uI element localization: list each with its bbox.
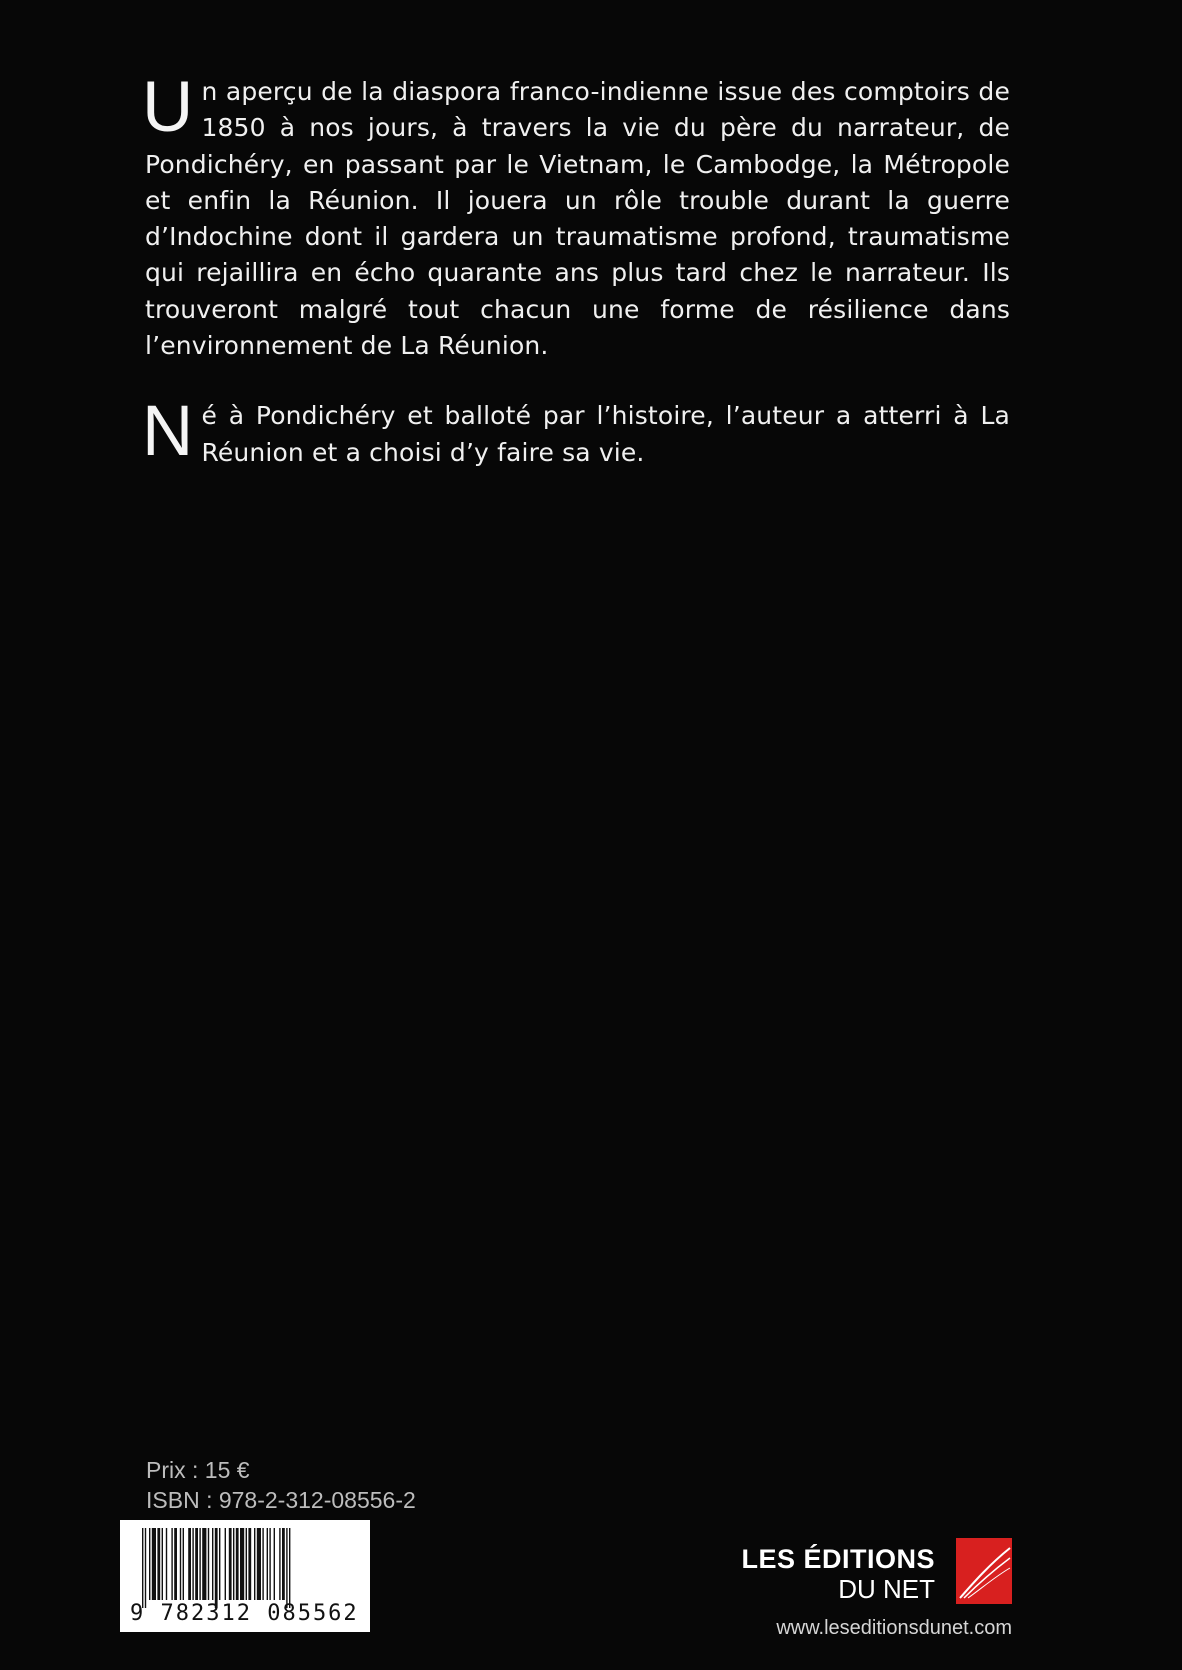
publisher-subname: DU NET (838, 1574, 935, 1604)
summary-text: n aperçu de la diaspora franco-indienne issue des comptoirs de 1850 à nos jours, à travers la vie du père du narrateur, de Pondichéry, en passant par le Vietnam, le Cambodge, la Métropole et enfin la Réunion. Il jouera un rôle trouble durant la guerre d’Indochine dont il gardera un traumatisme profond, traumatisme qui rejaillira en écho quarante ans plus tard chez le narrateur. Ils trouveront malgré tout chacun une forme de résilience dans l’environnement de La Réunion. (145, 77, 1010, 361)
drop-cap-n: N (142, 392, 194, 472)
price: Prix : 15 € (146, 1457, 250, 1483)
isbn: ISBN : 978-2-312-08556-2 (146, 1487, 416, 1513)
summary-paragraph (142, 68, 1010, 364)
barcode-bar (257, 1528, 261, 1600)
barcode-bar (208, 1528, 209, 1600)
barcode-bar (229, 1528, 232, 1600)
barcode-bar (188, 1528, 191, 1600)
barcode-bar (279, 1528, 280, 1600)
barcode-bar (282, 1528, 285, 1600)
drop-cap-u: U (142, 68, 194, 147)
barcode-bar (202, 1528, 206, 1600)
barcode-bar (225, 1528, 226, 1600)
barcode-bar (183, 1528, 184, 1600)
author-text: é à Pondichéry et balloté par l’histoire, l’auteur a atterri à La Réunion et a choisi d’y faire sa vie. (201, 401, 1010, 467)
barcode-bar (145, 1528, 146, 1608)
publisher-name: LES ÉDITIONS (741, 1544, 935, 1574)
barcode-bar (192, 1528, 193, 1600)
author-paragraph (142, 392, 1010, 472)
barcode-bar (212, 1528, 213, 1600)
barcode-bar (274, 1528, 275, 1600)
barcode-bar (157, 1528, 160, 1600)
barcode-bar (236, 1528, 239, 1600)
quill-logo-icon (956, 1538, 1012, 1604)
barcode-bar (267, 1528, 268, 1600)
barcode-bar (248, 1528, 251, 1600)
barcode-bar (195, 1528, 198, 1600)
book-meta (146, 1455, 416, 1515)
publisher-url[interactable]: www.leseditionsdunet.com (776, 1617, 1012, 1639)
barcode-bar (262, 1528, 263, 1600)
publisher-block (700, 1536, 1012, 1646)
barcode-bar (142, 1528, 143, 1608)
barcode-bar (199, 1528, 200, 1600)
barcode-bar (215, 1528, 218, 1608)
blurb (142, 68, 1010, 505)
barcode-bar (269, 1528, 270, 1600)
barcode-digits: 9 782312 085562 (130, 1601, 359, 1626)
barcode-bar (149, 1528, 150, 1600)
barcode-bar (219, 1528, 220, 1600)
barcode-bar (233, 1528, 234, 1600)
barcode-bar (286, 1528, 287, 1608)
barcode-bar (174, 1528, 177, 1600)
barcode-bar (254, 1528, 255, 1600)
barcode-bar (152, 1528, 156, 1600)
barcode-bar (289, 1528, 290, 1608)
barcode-bar (162, 1528, 163, 1600)
barcode-bar (180, 1528, 181, 1600)
barcode-bar (240, 1528, 244, 1600)
barcode-bar (166, 1528, 167, 1600)
barcode (120, 1520, 370, 1632)
barcode-bar (171, 1528, 172, 1600)
barcode-bar (246, 1528, 247, 1600)
